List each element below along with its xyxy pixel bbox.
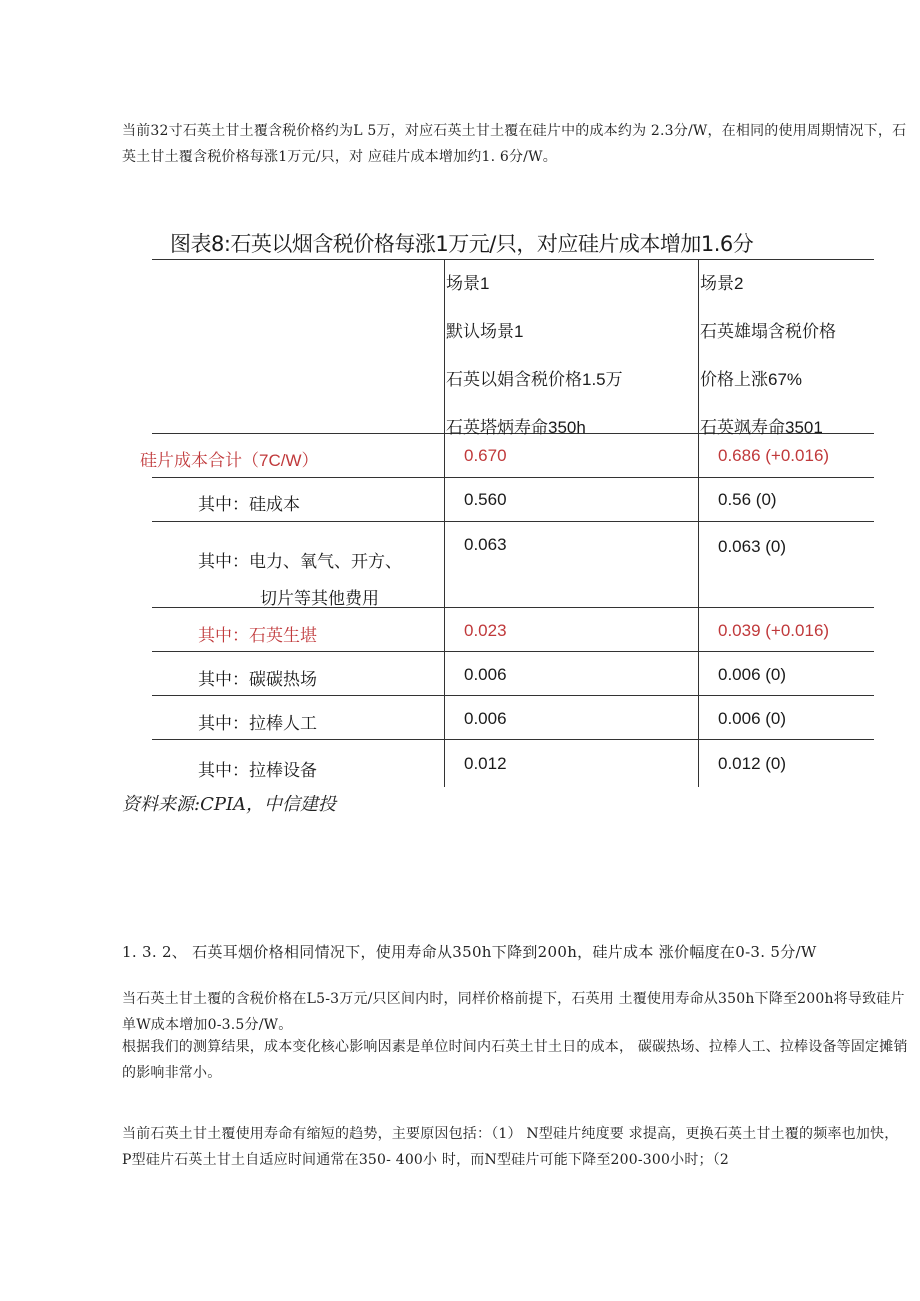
- row-label: 其中：石英生堪: [198, 626, 317, 645]
- header-scenario1-line: 石英以娟含税价格1.5万: [446, 370, 623, 389]
- row-label-continued: 切片等其他费用: [260, 589, 379, 608]
- section-heading: 1. 3. 2、 石英耳烟价格相同情况下，使用寿命从350h下降到200h，硅片成本 涨价幅度在0-3. 5分/W: [122, 943, 817, 961]
- row-label: 其中：电力、氧气、开方、: [198, 552, 402, 571]
- table-rule: [152, 259, 874, 260]
- header-scenario1-title: 场景1: [446, 274, 490, 293]
- table-rule: [152, 739, 874, 740]
- intro-paragraph: 当前32寸石英土甘土覆含税价格约为L 5万，对应石英土甘土覆在硅片中的成本约为 2.3分/W，在相同的使用周期情况下，石英土甘土覆含税价格每涨1万元/只，对 应硅片成本增加约1. 6分/W。: [122, 123, 907, 165]
- figure-caption: 图表8:石英以烟含税价格每涨1万元/只，对应硅片成本增加1.6分: [170, 232, 754, 256]
- header-scenario2-line: 石英飒寿命3501: [700, 418, 823, 437]
- table-col-rule: [444, 259, 445, 787]
- row-value-scenario1: 0.670: [464, 446, 507, 465]
- header-scenario2-line: 石英雄塌含税价格: [700, 322, 836, 341]
- figure-source: 资料来源:CPIA，中信建投: [122, 794, 337, 815]
- row-value-scenario1: 0.006: [464, 709, 507, 728]
- header-scenario2-title: 场景2: [700, 274, 744, 293]
- table-rule: [152, 695, 874, 696]
- table-rule: [152, 651, 874, 652]
- row-value-scenario1: 0.063: [464, 535, 507, 554]
- row-value-scenario1: 0.023: [464, 621, 507, 640]
- header-scenario1-line: 默认场景1: [446, 322, 524, 341]
- row-value-scenario2: 0.063 (0): [718, 537, 787, 556]
- row-value-scenario1: 0.006: [464, 665, 507, 684]
- header-scenario2-line: 价格上涨67%: [700, 370, 803, 389]
- row-value-scenario2: 0.012 (0): [718, 754, 787, 773]
- row-value-scenario2: 0.686 (+0.016): [718, 446, 830, 465]
- table-rule: [152, 521, 874, 522]
- row-label: 其中：拉棒人工: [198, 714, 317, 733]
- row-label: 硅片成本合计（7C/W）: [140, 451, 319, 470]
- row-value-scenario1: 0.012: [464, 754, 507, 773]
- header-scenario1-line: 石英塔炳寿命350h: [446, 418, 586, 437]
- row-label: 其中：碳碳热场: [198, 670, 317, 689]
- body-paragraph: 当石英土甘土覆的含税价格在L5-3万元/只区间内时，同样价格前提下，石英用 土覆使用寿命从350h下降至200h将导致硅片单W成本增加0-3.5分/W。: [122, 991, 905, 1033]
- row-label: 其中：硅成本: [198, 495, 300, 514]
- body-paragraph: 当前石英土甘土覆使用寿命有缩短的趋势，主要原因包括：（1） N型硅片纯度要 求提高，更换石英土甘土覆的频率也加快，P型硅片石英土甘土自适应时间通常在350- 400小 时，而N型硅片可能下降至200-300小时；（2: [122, 1126, 899, 1168]
- body-paragraph: 根据我们的测算结果，成本变化核心影响因素是单位时间内石英土甘土日的成本， 碳碳热场、拉棒人工、拉棒设备等固定摊销的影响非常小。: [122, 1039, 908, 1081]
- table-col-rule: [698, 259, 699, 787]
- table-rule: [152, 477, 874, 478]
- row-value-scenario2: 0.006 (0): [718, 709, 787, 728]
- row-label: 其中：拉棒设备: [198, 761, 317, 780]
- row-value-scenario2: 0.039 (+0.016): [718, 621, 830, 640]
- row-value-scenario1: 0.560: [464, 490, 507, 509]
- row-value-scenario2: 0.006 (0): [718, 665, 787, 684]
- row-value-scenario2: 0.56 (0): [718, 490, 777, 509]
